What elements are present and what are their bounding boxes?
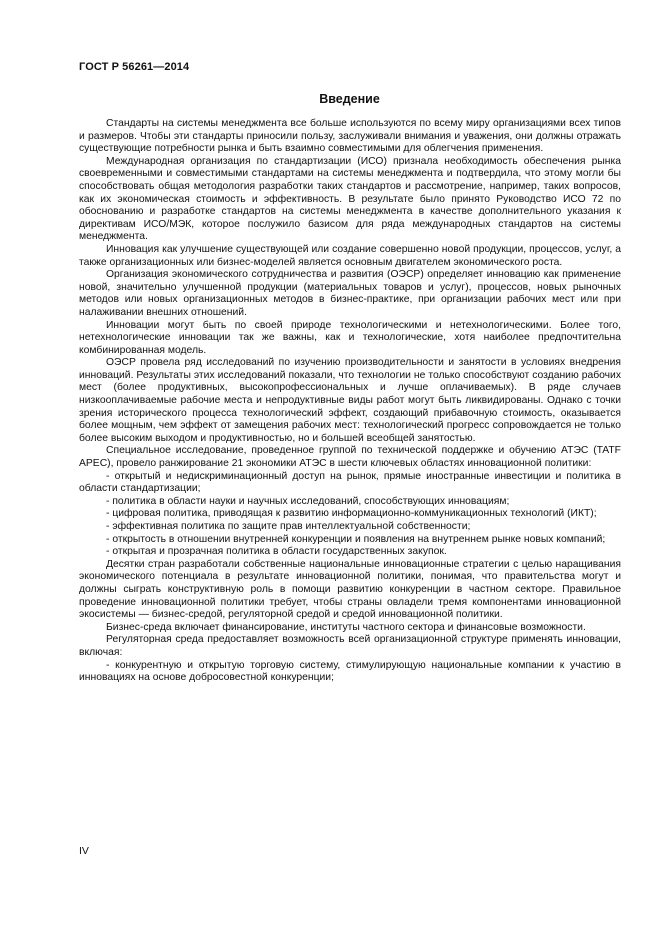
paragraph: Инновация как улучшение существующей или создание совершенно новой продукции, процессов, услуг, а также организационных или бизнес-моделей является основным двигателем экономического роста.: [79, 243, 621, 268]
paragraph: Регуляторная среда предоставляет возможность всей организационной структуре применять инновации, включая:: [79, 634, 621, 658]
paragraph: Бизнес-среда включает финансирование, институты частного сектора и финансовые возможности.: [106, 621, 586, 633]
list-item: - открытый и недискриминационный доступ на рынок, прямые иностранные инвестиции и политика в области стандартизации;: [79, 470, 621, 495]
page-number: IV: [79, 845, 89, 857]
paragraph: ОЭСР провела ряд исследований по изучению производительности и занятости в условиях внедрения инноваций. Результаты этих исследований показали, что технологии не только способствуют созданию рабочих мест (более продуктивных, высокопрофессиональных и лучше оплачиваемых). В ряде случаев низкооплачиваемые рабочие места и непродуктивные виды работ могут быть ликвидированы. Однако с точки зрения исторического процесса технологический эффект, создающий прибавочную стоимость, оказывается более мощным, чем эффект от замещения рабочих мест: технологический прогресс сопровождается не только более высоким выходом и продуктивностью, но и большей всеобщей занятостью.: [79, 357, 621, 444]
paragraph: Стандарты на системы менеджмента все больше используются по всему миру организациями всех типов и размеров. Чтобы эти стандарты приносили пользу, заслуживали внимания и уважения, они должны отражать существующие потребности рынка и быть взаимно совместимыми для облегчения применения.: [79, 118, 621, 155]
list-item: - политика в области науки и научных исследований, способствующих инновациям;: [106, 495, 510, 507]
body-text: [79, 118, 621, 685]
list-item: - открытая и прозрачная политика в области государственных закупок.: [106, 546, 447, 558]
paragraph: Международная организация по стандартизации (ИСО) признала необходимость обеспечения рынка своевременными и совместимыми стандартами на системы менеджмента и подтвердила, что этому могли бы способствовать общая методология разработки таких стандартов и рассмотрение, например, таких вопросов, как их экономическая стоимость и эффективность. В результате было принято Руководство ИСО 72 по обоснованию и разработке стандартов на системы менеджмента в качестве дополнительного указания к директивам ИСО/МЭК, которое послужило базисом для ряда международных стандартов на системы менеджмента.: [79, 155, 621, 243]
list-item: - цифровая политика, приводящая к развитию информационно-коммуникационных технологий (ИКТ);: [106, 508, 597, 520]
list-item: - открытость в отношении внутренней конкуренции и появления на внутреннем рынке новых компаний;: [106, 533, 606, 545]
list-item: - эффективная политика по защите прав интеллектуальной собственности;: [106, 521, 471, 532]
section-title: Введение: [319, 92, 380, 106]
paragraph: Десятки стран разработали собственные национальные инновационные стратегии с целью наращивания экономического потенциала в результате инновационной политики, понимая, что правительства могут и должны сыграть конструктивную роль в помощи развитию конкуренции в частном секторе. Правильное проведение инновационной политики требует, чтобы страны овладели тремя компонентами инновационной экосистемы — бизнес-средой, регуляторной средой и средой инновационной политики.: [79, 558, 621, 621]
list-item: - конкурентную и открытую торговую систему, стимулирующую национальные компании к участию в инновациях на основе добросовестной конкуренции;: [79, 659, 621, 684]
paragraph: Инновации могут быть по своей природе технологическими и нетехнологическими. Более того, нетехнологические инновации так же важны, как и технологические, хотя наиболее предпочтительна комбинированная модель.: [79, 319, 621, 356]
paragraph: Специальное исследование, проведенное группой по технической поддержке и обучению АТЭС (TATF APEC), провело ранжирование 21 экономики АТЭС в шести ключевых областях инновационной политики:: [79, 445, 621, 470]
paragraph: Организация экономического сотрудничества и развития (ОЭСР) определяет инновацию как применение новой, значительно улучшенной продукции (материальных товаров и услуг), процессов, новых рыночных методов или новых организационных методов в бизнес-практике, при организации рабочих мест или при налаживании внешних отношений.: [79, 269, 621, 318]
standard-header: ГОСТ Р 56261—2014: [79, 61, 190, 73]
